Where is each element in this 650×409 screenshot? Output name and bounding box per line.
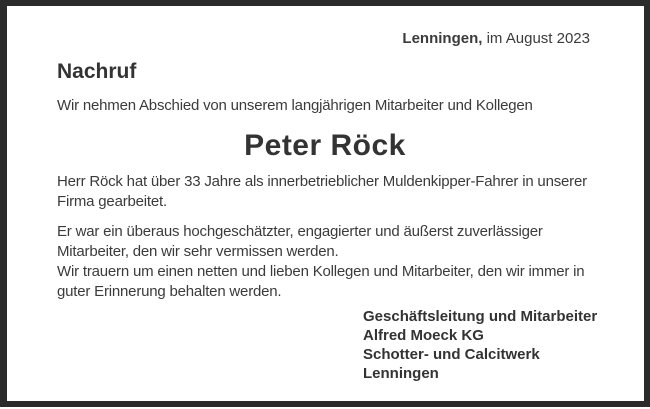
signature-line-city: Lenningen	[363, 365, 439, 382]
paragraph-line: Herr Röck hat über 33 Jahre als innerbetrieblicher Muldenkipper-Fahrer in unserer	[57, 173, 587, 190]
signature-line-company: Alfred Moeck KG	[363, 327, 484, 344]
paragraph-line: Firma gearbeitet.	[57, 193, 167, 210]
deceased-name: Peter Röck	[244, 129, 406, 162]
signature-block	[363, 307, 597, 383]
paragraph-line: Wir trauern um einen netten und lieben Kollegen und Mitarbeiter, den wir immer in	[57, 263, 585, 280]
paragraph-tribute	[57, 222, 584, 302]
notice-title: Nachruf	[57, 60, 137, 83]
signature-line-management: Geschäftsleitung und Mitarbeiter	[363, 308, 598, 325]
paragraph-line: Er war ein überaus hochgeschätzter, engagierter und äußerst zuverlässiger	[57, 223, 543, 240]
intro-line: Wir nehmen Abschied von unserem langjährigen Mitarbeiter und Kollegen	[57, 97, 533, 114]
paragraph-service-history	[57, 172, 587, 212]
paragraph-line: guter Erinnerung behalten werden.	[57, 283, 282, 300]
dateline-date: im August 2023	[482, 30, 590, 47]
dateline	[402, 29, 590, 49]
paragraph-line: Mitarbeiter, den wir sehr vermissen werden.	[57, 243, 339, 260]
dateline-city: Lenningen,	[402, 30, 483, 47]
signature-line-plant: Schotter- und Calcitwerk	[363, 346, 540, 363]
